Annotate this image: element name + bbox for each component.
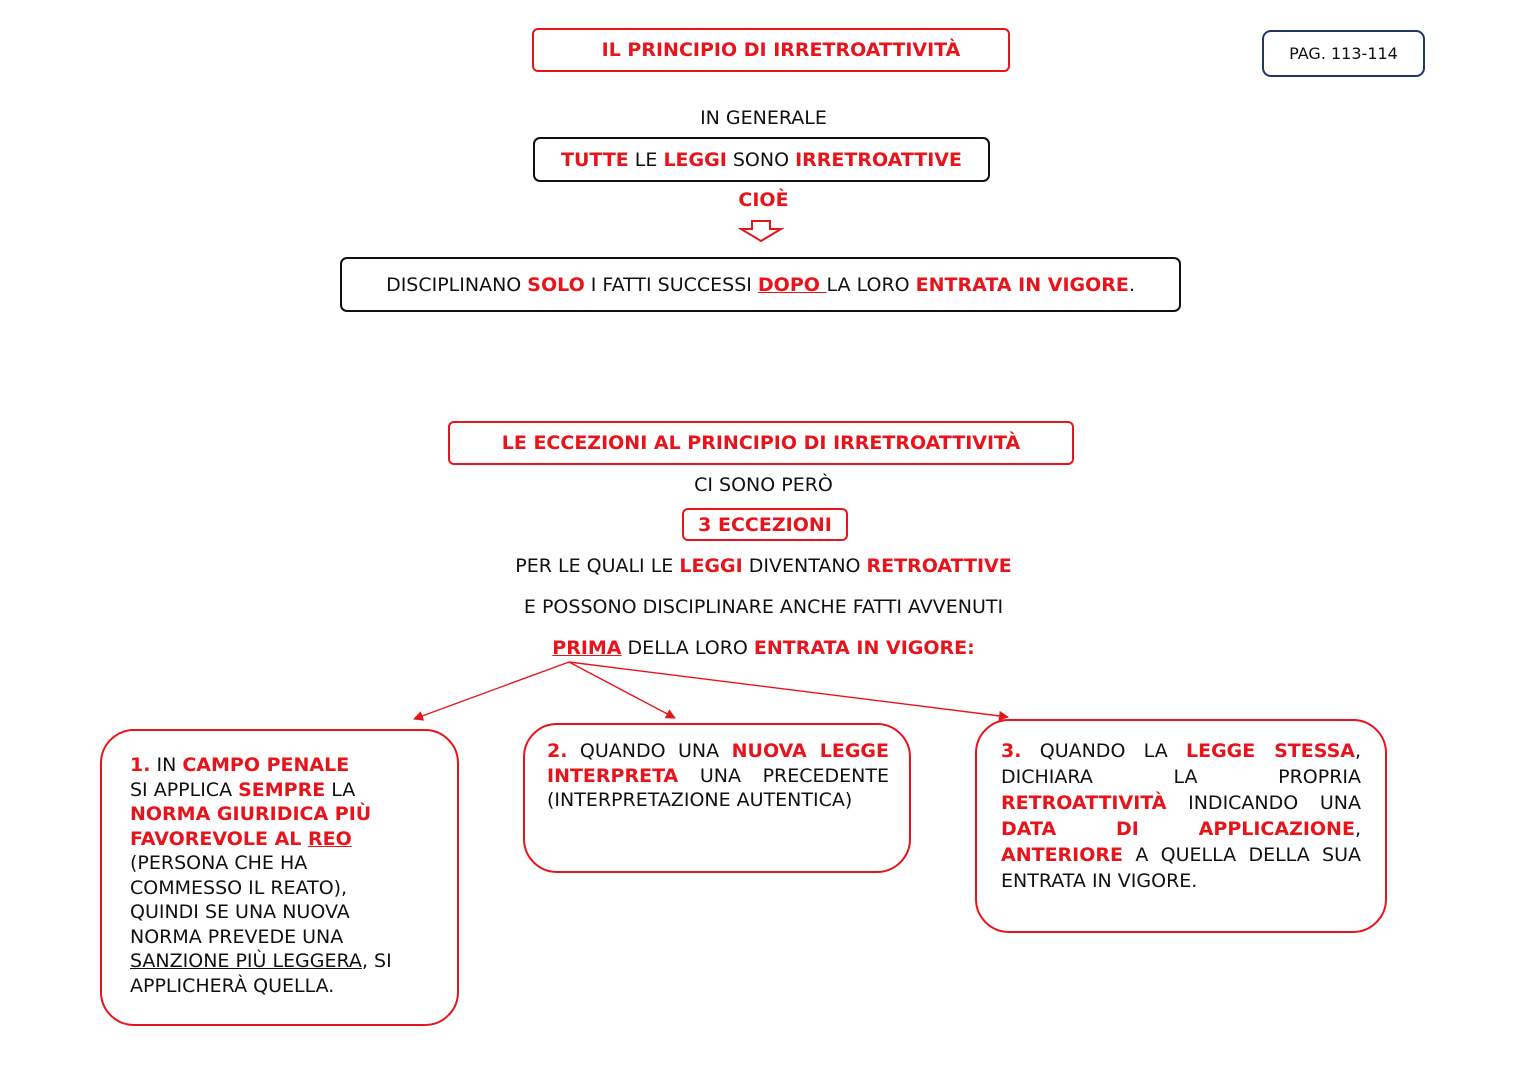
connector-text: CIOÈ — [738, 189, 789, 211]
line2-leggi: LEGGI — [679, 555, 743, 577]
exceptions-line1: CI SONO PERÒ — [694, 474, 833, 496]
exc2-number: 2. — [547, 740, 568, 762]
exc2-text — [547, 739, 889, 813]
line2-diventano: DIVENTANO — [742, 555, 867, 577]
exception-2-box — [523, 723, 911, 873]
def-entrata-in-vigore: ENTRATA IN VIGORE — [915, 273, 1129, 296]
rule-word-sono: SONO — [726, 148, 796, 171]
exc3-indicando: INDICANDO UNA — [1166, 792, 1361, 814]
exc1-sempre: SEMPRE — [238, 778, 326, 801]
exc3-retroattivita: RETROATTIVITÀ — [1001, 792, 1167, 814]
rule-word-irretroattive: IRRETROATTIVE — [795, 148, 962, 171]
exc2-nuova-legge-interpreta: NUOVA LEGGE INTERPRETA — [547, 740, 889, 787]
exc1-line3: NORMA GIURIDICA PIÙ — [130, 803, 372, 825]
exc3-number: 3. — [1001, 740, 1022, 762]
exc1-line9 — [130, 949, 439, 974]
exception-1-box — [100, 729, 459, 1026]
exc1-line6: COMMESSO IL REATO), — [130, 876, 348, 899]
arrow-to-exception-2 — [569, 662, 675, 718]
exc1-number: 1. — [130, 754, 151, 776]
exception-3-box — [975, 719, 1387, 933]
exc1-campo-penale: CAMPO PENALE — [182, 754, 350, 776]
line2-per-le-quali: PER LE QUALI LE — [515, 555, 680, 577]
exc1-line5: (PERSONA CHE HA — [130, 852, 308, 874]
exc1-line2 — [130, 778, 439, 803]
exc3-quando-la: QUANDO LA — [1021, 740, 1186, 762]
exc2-precedente: UNA PRECEDENTE (INTERPRETAZIONE AUTENTICA) — [547, 764, 889, 811]
exc3-dichiara: , DICHIARA LA PROPRIA — [1001, 740, 1362, 788]
title-exceptions-text: LE ECCEZIONI AL PRINCIPIO DI IRRETROATTIVITÀ — [501, 432, 1021, 454]
line2-retroattive: RETROATTIVE — [866, 555, 1012, 577]
arrow-to-exception-3 — [569, 662, 1008, 717]
exceptions-line3: E POSSONO DISCIPLINARE ANCHE FATTI AVVENUTI — [523, 596, 1004, 618]
exc1-line4 — [130, 827, 439, 852]
line4-prima: PRIMA — [552, 637, 622, 659]
exc1-favorevole: FAVOREVOLE AL — [130, 827, 308, 850]
rule-word-leggi: LEGGI — [663, 148, 727, 171]
exc1-line1 — [130, 753, 439, 778]
exc3-text — [1001, 738, 1361, 894]
def-solo: SOLO — [527, 273, 585, 296]
line4-entrata-in-vigore: ENTRATA IN VIGORE: — [753, 637, 975, 659]
exc1-sanzione: SANZIONE PIÙ LEGGERA — [130, 950, 362, 972]
def-la-loro: LA LORO — [826, 273, 916, 296]
intro-text: IN GENERALE — [700, 107, 827, 129]
exc1-line10: APPLICHERÀ QUELLA. — [130, 974, 335, 997]
def-period: . — [1128, 273, 1135, 296]
exc3-legge-stessa: LEGGE STESSA — [1186, 740, 1355, 762]
exc1-in: IN — [150, 754, 183, 776]
rule-word-tutte: TUTTE — [561, 148, 629, 171]
exc1-line8: NORMA PREVEDE UNA — [130, 925, 344, 948]
exc3-quella: A QUELLA DELLA SUA ENTRATA IN VIGORE. — [1001, 844, 1361, 892]
def-fatti-successi: I FATTI SUCCESSI — [584, 273, 758, 296]
exc1-si-applica: SI APPLICA — [130, 778, 239, 801]
exc1-si: , SI — [361, 950, 392, 972]
exc1-reo: REO — [308, 827, 352, 850]
arrow-to-exception-1 — [414, 662, 569, 719]
page-reference-text: PAG. 113-114 — [1289, 44, 1398, 63]
exc2-quando-una: QUANDO UNA — [567, 740, 732, 762]
exceptions-count-text: 3 ECCEZIONI — [698, 513, 832, 536]
exc1-la: LA — [325, 778, 356, 801]
exc3-data-applicazione: DATA DI APPLICAZIONE — [1001, 818, 1355, 840]
exc3-comma: , — [1354, 818, 1361, 840]
def-dopo: DOPO — [757, 273, 827, 296]
line4-della-loro: DELLA LORO — [621, 637, 754, 659]
exc1-line7: QUINDI SE UNA NUOVA — [130, 901, 350, 923]
rule-word-le: LE — [628, 148, 664, 171]
def-disciplinano: DISCIPLINANO — [386, 273, 528, 296]
exc3-anteriore: ANTERIORE — [1001, 844, 1124, 866]
title-principle-text: IL PRINCIPIO DI IRRETROATTIVITÀ — [601, 39, 961, 61]
